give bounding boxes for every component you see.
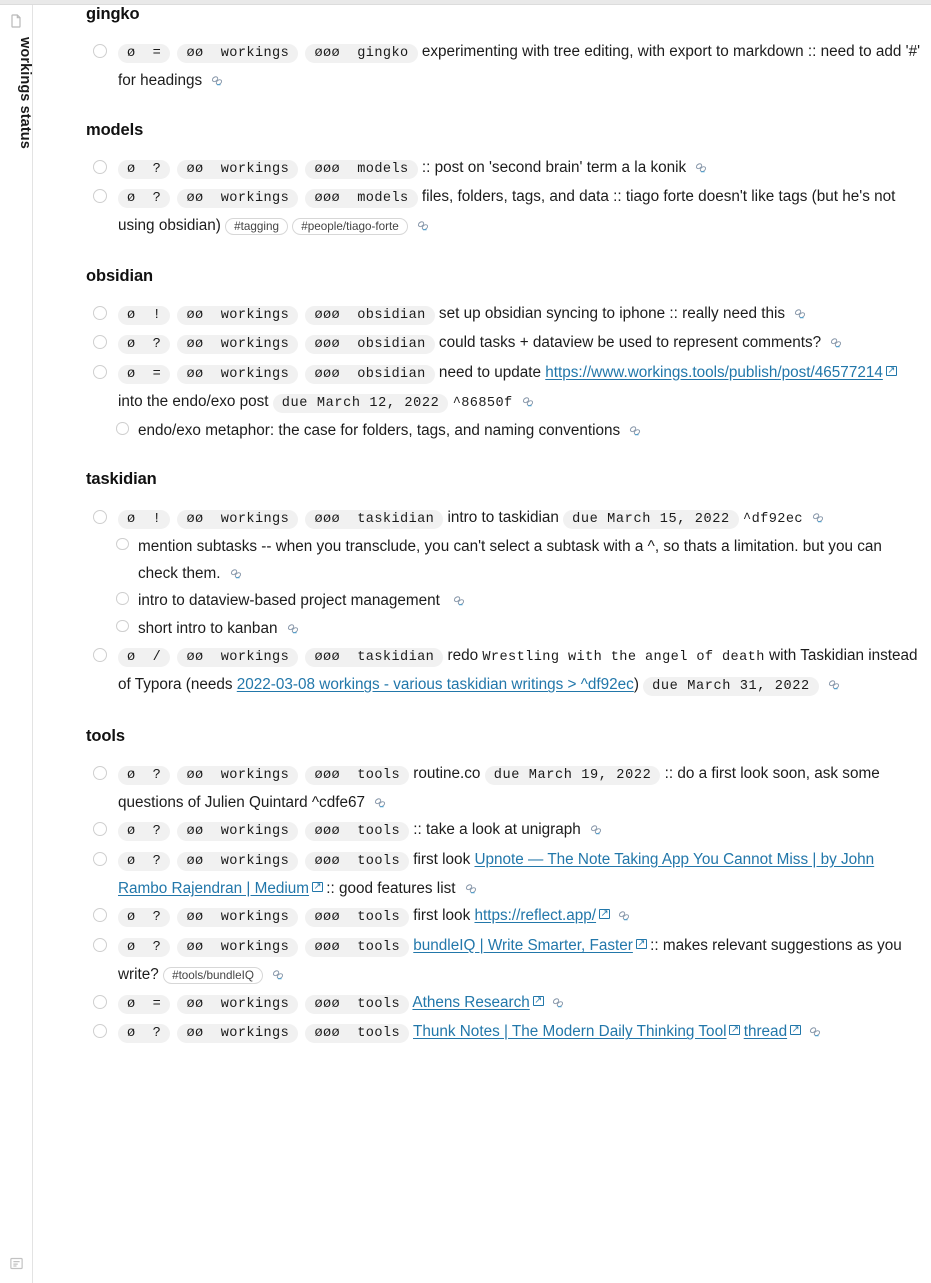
task-text: first look [409, 907, 475, 925]
task-checkbox[interactable] [93, 938, 107, 952]
task-checkbox[interactable] [93, 822, 107, 836]
link-icon[interactable] [415, 214, 431, 227]
subtask-checkbox[interactable] [116, 592, 129, 605]
task-group [86, 121, 921, 267]
subtask-checkbox[interactable] [116, 538, 129, 551]
task-item [86, 760, 921, 817]
task-item [86, 989, 921, 1018]
spacer [86, 285, 921, 300]
task-item [86, 329, 921, 358]
link-icon[interactable] [792, 302, 808, 315]
task-text: :: good features list [322, 879, 460, 897]
task-text: could tasks + dataview be used to represent comments? [434, 334, 826, 352]
spacer [86, 444, 921, 470]
task-checkbox[interactable] [93, 189, 107, 203]
breadcrumb-pill-level2: øøø models [305, 189, 417, 208]
task-checkbox[interactable] [93, 1024, 107, 1038]
link-icon[interactable] [285, 617, 301, 630]
task-link[interactable]: https://reflect.app/ ↗ [474, 907, 609, 924]
link-icon[interactable] [463, 877, 479, 890]
task-link[interactable]: https://www.workings.tools/publish/post/46577214 ↗ [545, 364, 896, 381]
spacer [86, 701, 921, 727]
group-title: obsidian [86, 266, 154, 285]
subtask-checkbox[interactable] [116, 620, 129, 633]
spacer [86, 139, 921, 154]
task-text [408, 217, 412, 234]
spacer [86, 1048, 921, 1074]
task-link[interactable]: bundleIQ | Write Smarter, Faster ↗ [413, 937, 646, 954]
task-list [86, 300, 921, 444]
task-text: ) [633, 676, 644, 694]
task-checkbox[interactable] [93, 306, 107, 320]
link-icon[interactable] [627, 419, 643, 432]
breadcrumb-pill-level2: øøø tools [305, 852, 409, 871]
group-title: tools [86, 726, 125, 745]
link-icon[interactable] [826, 673, 842, 686]
task-list [86, 504, 921, 701]
breadcrumb-pill-level1: øø workings [177, 44, 298, 63]
task-text: :: take a look at unigraph [409, 821, 586, 839]
task-text: with Taskidian instead of Typora (needs [118, 647, 922, 694]
task-item [86, 154, 921, 183]
task-text: into the endo/exo post [118, 363, 901, 410]
subtask-item [116, 533, 921, 588]
task-text: intro to taskidian [443, 508, 564, 526]
tag-pill[interactable]: #tools/bundleIQ [163, 967, 263, 984]
task-item [86, 932, 921, 990]
task-checkbox[interactable] [93, 908, 107, 922]
priority-pill: ø ? [118, 908, 170, 927]
breadcrumb-pill-level2: øøø tools [305, 766, 409, 785]
task-text: first look [409, 850, 475, 868]
task-list [86, 154, 921, 241]
task-checkbox[interactable] [93, 365, 107, 379]
breadcrumb-pill-level2: øøø obsidian [305, 335, 434, 354]
link-icon[interactable] [807, 1020, 823, 1033]
link-icon[interactable] [810, 506, 826, 519]
priority-pill: ø ? [118, 938, 170, 957]
breadcrumb-pill-level2: øøø models [305, 160, 417, 179]
task-list [86, 760, 921, 1048]
file-icon[interactable] [8, 12, 24, 30]
task-group [86, 470, 921, 726]
breadcrumb-pill-level1: øø workings [177, 1024, 298, 1043]
task-text: redo [443, 647, 483, 665]
breadcrumb-pill-level1: øø workings [177, 335, 298, 354]
task-checkbox[interactable] [93, 766, 107, 780]
priority-pill: ø ? [118, 852, 170, 871]
task-text: set up obsidian syncing to iphone :: really need this [434, 304, 790, 322]
task-checkbox[interactable] [93, 995, 107, 1009]
breadcrumb-pill-level1: øø workings [177, 822, 298, 841]
link-icon[interactable] [588, 818, 604, 831]
breadcrumb-pill-level2: øøø obsidian [305, 365, 434, 384]
tag-pill[interactable]: #people/tiago-forte [292, 218, 407, 235]
breadcrumb-pill-level2: øøø taskidian [305, 648, 443, 667]
priority-pill: ø ! [118, 306, 170, 325]
spacer [86, 745, 921, 760]
task-checkbox[interactable] [93, 648, 107, 662]
task-link[interactable]: Upnote — The Note Taking App You Cannot Miss | by John Rambo Rajendran | Medium ↗ [118, 851, 874, 897]
breadcrumb-pill-level1: øø workings [177, 852, 298, 871]
task-group [86, 5, 925, 121]
priority-pill: ø ? [118, 766, 170, 785]
tag-pill[interactable]: #tagging [225, 218, 288, 235]
breadcrumb-pill-level2: øøø tools [305, 995, 409, 1014]
link-icon[interactable] [270, 963, 286, 976]
task-group [86, 267, 921, 471]
priority-pill: ø = [118, 365, 170, 384]
due-date-pill: due March 15, 2022 [563, 510, 739, 529]
subtask-item [116, 417, 921, 444]
link-icon[interactable] [228, 562, 244, 575]
spacer [86, 489, 921, 504]
task-text: :: post on 'second brain' term a la konik [417, 158, 691, 176]
task-item [86, 300, 921, 329]
breadcrumb-pill-level2: øøø tools [305, 908, 409, 927]
priority-pill: ø ? [118, 160, 170, 179]
task-text: short intro to kanban [138, 619, 282, 637]
task-item [86, 642, 921, 701]
task-checkbox[interactable] [93, 852, 107, 866]
task-text: routine.co [409, 764, 485, 782]
link-icon[interactable] [372, 791, 388, 804]
task-link[interactable]: thread ↗ [744, 1023, 800, 1040]
task-checkbox[interactable] [93, 160, 107, 174]
breadcrumb-pill-level1: øø workings [177, 189, 298, 208]
task-item [86, 504, 921, 533]
task-text: need to update [434, 363, 546, 381]
spacer [86, 241, 921, 267]
link-icon[interactable] [616, 904, 632, 917]
priority-pill: ø = [118, 44, 170, 63]
subtask-item [116, 615, 921, 642]
link-icon[interactable] [550, 991, 566, 1004]
task-text: :: makes relevant suggestions as you write? [118, 936, 907, 983]
inline-code-text: Wrestling with the angel of death [482, 650, 765, 666]
group-title: taskidian [86, 470, 157, 489]
subtask-item [116, 587, 921, 614]
link-icon[interactable] [451, 589, 467, 602]
task-link[interactable]: Thunk Notes | The Modern Daily Thinking Tool ↗ [413, 1023, 739, 1040]
task-checkbox[interactable] [93, 510, 107, 524]
task-checkbox[interactable] [93, 335, 107, 349]
priority-pill: ø ? [118, 1024, 170, 1043]
sidebar-tab-label[interactable]: workings status [17, 37, 33, 149]
priority-pill: ø ? [118, 335, 170, 354]
breadcrumb-pill-level2: øøø tools [305, 822, 409, 841]
task-text: endo/exo metaphor: the case for folders, tags, and naming conventions [138, 422, 625, 440]
breadcrumb-pill-level2: øøø taskidian [305, 510, 443, 529]
breadcrumb-pill-level1: øø workings [177, 306, 298, 325]
breadcrumb-pill-level2: øøø gingko [305, 44, 417, 63]
link-icon[interactable] [520, 390, 536, 403]
inline-code-text: ^df92ec [743, 511, 803, 527]
breadcrumb-pill-level2: øøø tools [305, 938, 409, 957]
task-text [513, 393, 517, 410]
list-document-icon[interactable] [8, 1256, 25, 1271]
link-icon[interactable] [828, 331, 844, 344]
priority-pill: ø ? [118, 822, 170, 841]
breadcrumb-pill-level1: øø workings [177, 938, 298, 957]
task-item [86, 38, 925, 95]
breadcrumb-pill-level1: øø workings [177, 365, 298, 384]
group-title: gingko [86, 5, 140, 23]
task-text: mention subtasks -- when you transclude, you can't select a subtask with a ^, so thats a limitation. but you can check them. [138, 537, 887, 583]
inline-code-text: ^86850f [452, 395, 513, 411]
task-group [86, 727, 921, 1074]
task-checkbox[interactable] [93, 44, 107, 58]
spacer [86, 23, 921, 38]
task-text: experimenting with tree editing, with export to markdown :: need to add '#' for headings [118, 43, 925, 90]
due-date-pill: due March 31, 2022 [643, 677, 819, 696]
breadcrumb-pill-level1: øø workings [177, 648, 298, 667]
task-text: intro to dataview-based project management [138, 592, 449, 610]
task-item [86, 1018, 921, 1047]
task-item [86, 816, 921, 845]
task-query-results [34, 5, 931, 1283]
priority-pill: ø ! [118, 510, 170, 529]
left-sidebar [0, 5, 33, 1283]
breadcrumb-pill-level1: øø workings [177, 995, 298, 1014]
breadcrumb-pill-level2: øøø tools [305, 1024, 409, 1043]
task-item [86, 183, 921, 241]
due-date-pill: due March 12, 2022 [273, 394, 449, 413]
task-text [263, 966, 267, 983]
breadcrumb-pill-level1: øø workings [177, 510, 298, 529]
group-title: models [86, 120, 144, 139]
task-item [86, 902, 921, 931]
task-item [86, 846, 921, 903]
task-link[interactable]: 2022-03-08 workings - various taskidian writings > ^df92ec [236, 676, 634, 694]
task-text: files, folders, tags, and data :: tiago forte doesn't like tags (but he's not using obsidian) [118, 188, 900, 235]
spacer [86, 95, 921, 121]
priority-pill: ø / [118, 648, 170, 667]
link-icon[interactable] [693, 156, 709, 169]
task-link[interactable]: Athens Research ↗ [412, 994, 542, 1011]
subtask-checkbox[interactable] [116, 422, 129, 435]
task-text [803, 509, 807, 526]
task-text: :: do a first look soon, ask some questions of Julien Quintard ^cdfe67 [118, 764, 884, 812]
breadcrumb-pill-level1: øø workings [177, 160, 298, 179]
breadcrumb-pill-level2: øøø obsidian [305, 306, 434, 325]
priority-pill: ø = [118, 995, 170, 1014]
task-list [86, 38, 925, 95]
task-item [86, 359, 921, 418]
priority-pill: ø ? [118, 189, 170, 208]
breadcrumb-pill-level1: øø workings [177, 766, 298, 785]
due-date-pill: due March 19, 2022 [485, 766, 661, 785]
breadcrumb-pill-level1: øø workings [177, 908, 298, 927]
link-icon[interactable] [209, 69, 225, 82]
task-text [819, 676, 823, 693]
